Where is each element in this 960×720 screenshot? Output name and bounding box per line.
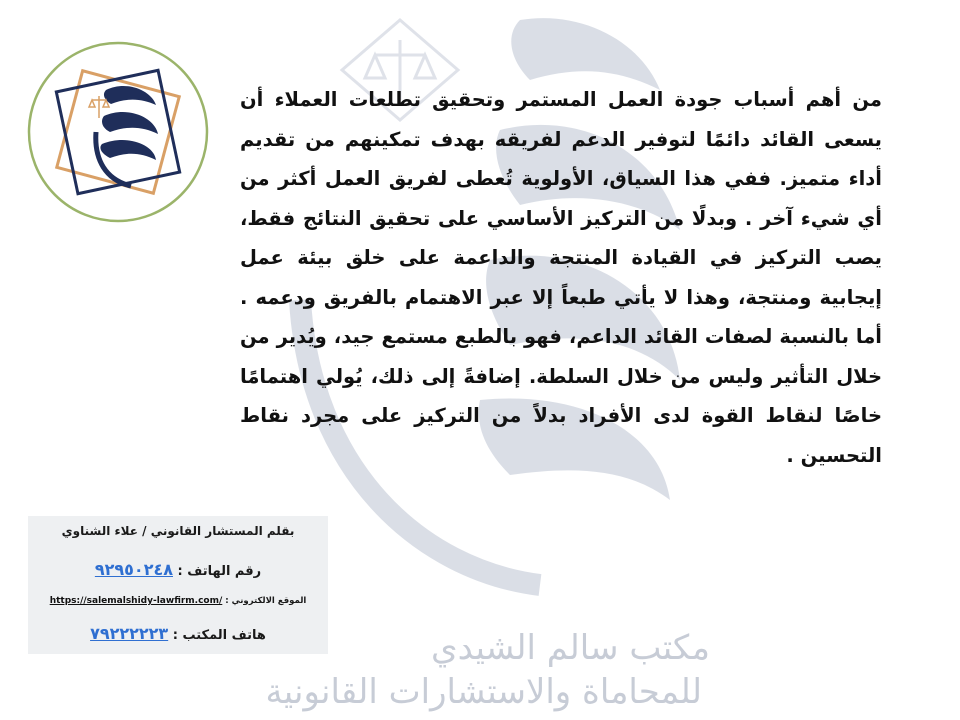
article-body: من أهم أسباب جودة العمل المستمر وتحقيق تطلعات العملاء أن يسعى القائد دائمًا لتوفير الدعم لفريقه بهدف تمكينهم من تقديم أداء متميز. ففي هذا السياق، الأولوية تُعطى لفريق العمل أكثر من أي شيء آخر . وبدلًا من التركيز الأساسي على تحقيق النتائج فقط، يصب التركيز في القيادة المنتجة والداعمة على خلق بيئة عمل إيجابية ومنتجة، وهذا لا يأتي طبعاً إلا عبر الاهتمام بالفريق ودعمه . أما بالنسبة لصفات القائد الداعم، فهو بالطبع مستمع جيد، ويُدير من خلال التأثير وليس من خلال السلطة. إضافةً إلى ذلك، يُولي اهتمامًا خاصًا لنقاط القوة لدى الأفراد بدلاً من التركيز على مجرد نقاط التحسين . [240,88,882,467]
office-phone-link[interactable]: ٧٩٢٢٢٢٢٣ [90,624,169,643]
author-byline: بقلم المستشار القانوني / علاء الشناوي [61,524,295,538]
website-link[interactable]: https://salemalshidy-lawfirm.com/ [49,596,223,606]
author-info-box [28,516,328,654]
firm-tagline-watermark: للمحاماة والاستشارات القانونية [265,672,702,712]
office-phone-label: هاتف المكتب : [172,628,266,643]
firm-name-watermark: مكتب سالم الشيدي [431,628,710,668]
website-label: الموقع الالكتروني : [225,596,307,606]
law-firm-logo-icon [26,40,210,224]
phone-link[interactable]: ٩٢٩٥٠٢٤٨ [94,560,173,579]
website-row [28,596,328,606]
phone-row [28,560,328,579]
office-phone-row [28,624,328,643]
phone-label: رقم الهاتف : [177,564,262,579]
